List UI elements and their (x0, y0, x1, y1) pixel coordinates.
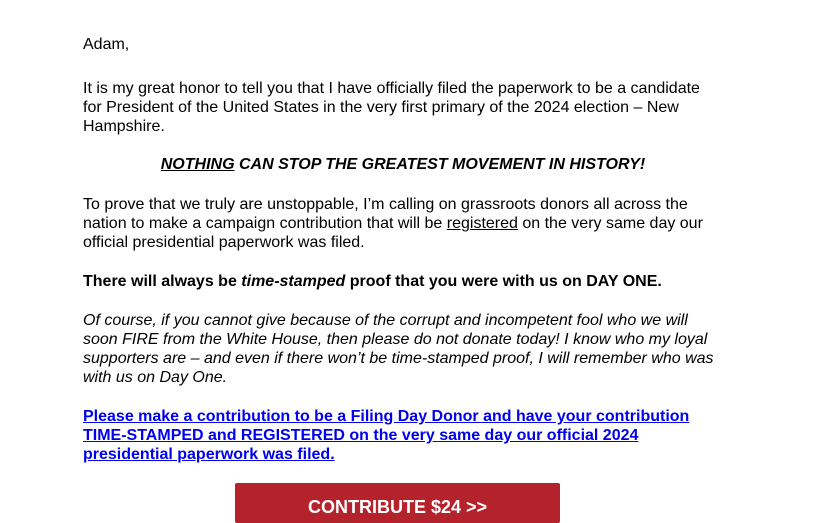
timestamped-italic: time-stamped (241, 273, 346, 290)
timestamped-paragraph (83, 272, 713, 291)
headline-rest: CAN STOP THE GREATEST MOVEMENT IN HISTORY! (234, 156, 646, 173)
timestamped-after: proof that you were with us on DAY ONE. (345, 273, 662, 290)
contribute-button[interactable]: CONTRIBUTE $24 >> (235, 483, 560, 523)
headline-underlined: NOTHING (160, 156, 235, 173)
prove-before: To prove that we truly are unstoppable, I’m calling on grassroots donors all across the nation to make a campaign contribution that will be (83, 196, 688, 232)
greeting-text: Adam, (83, 36, 130, 53)
intro-paragraph: It is my great honor to tell you that I have officially filed the paperwork to be a candidate for President of the United States in the very first primary of the 2024 election – New Hampshire. (83, 80, 700, 135)
of-course-paragraph: Of course, if you cannot give because of the corrupt and incompetent fool who we will soon FIRE from the White House, then please do not donate today! I know who my loyal supporters are – and even if there won’t be time-stamped proof, I will remember who was with us on Day One. (83, 312, 714, 386)
prove-paragraph (83, 195, 713, 252)
prove-underlined: registered (446, 215, 518, 232)
prove-after: on the very same day our official presidential paperwork was filed. (83, 215, 703, 251)
contribution-link[interactable]: Please make a contribution to be a Filing Day Donor and have your contribution TIME-STAMPED and REGISTERED on the very same day our official 2024 presidential paperwork was filed. (83, 408, 690, 463)
headline (83, 155, 723, 174)
timestamped-before: There will always be (83, 273, 242, 290)
